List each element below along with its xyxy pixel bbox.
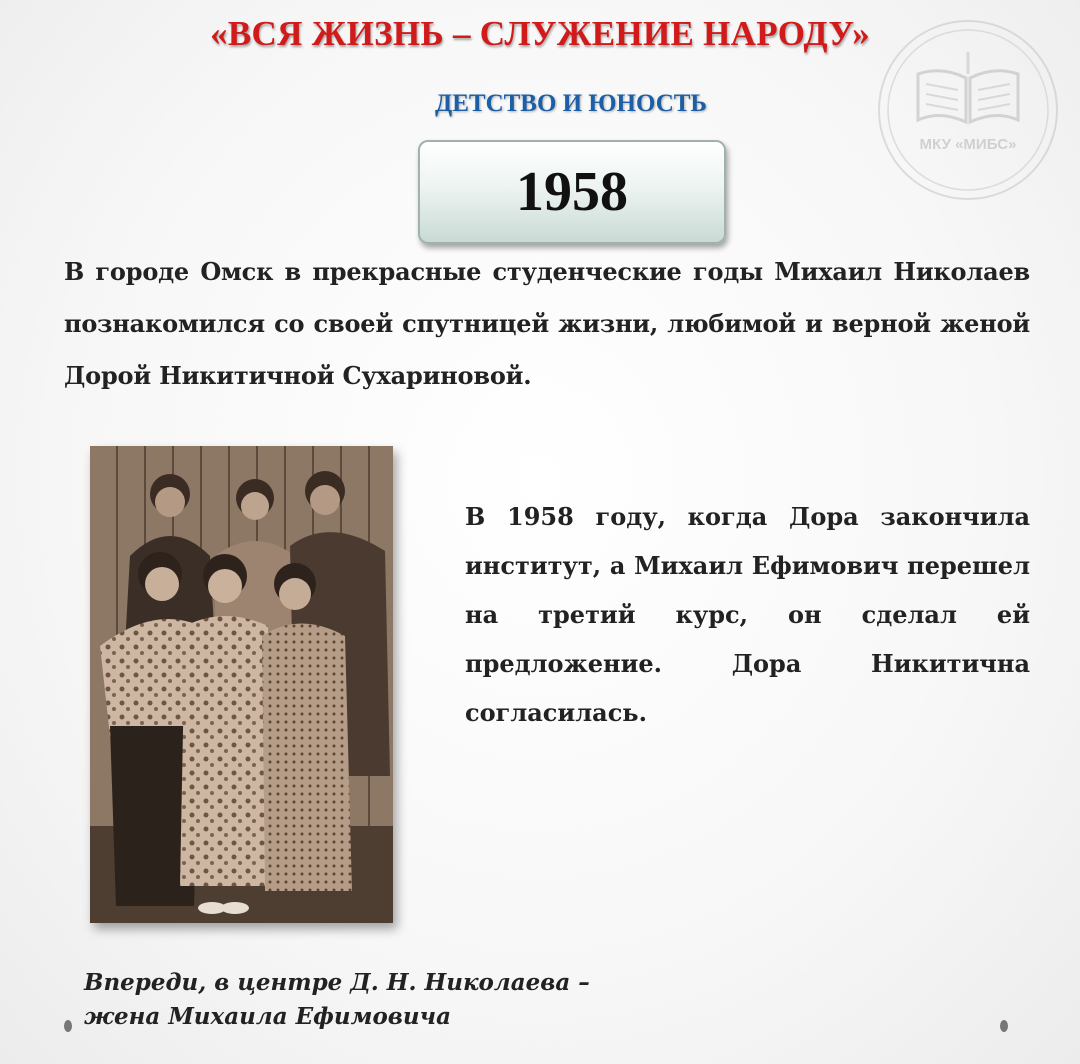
section-subtitle: ДЕТСТВО И ЮНОСТЬ bbox=[435, 90, 707, 117]
intro-paragraph: В городе Омск в прекрасные студенческие годы Михаил Николаев познакомился со своей спутницей жизни, любимой и верной женой Дорой Никитичной Сухариновой. bbox=[64, 257, 1030, 390]
story-paragraph: В 1958 году, когда Дора закончила институт, а Михаил Ефимович перешел на третий курс, он сделал ей предложение. Дора Никитична согласилась. bbox=[465, 502, 1030, 727]
caption-line-1: Впереди, в центре Д. Н. Николаева – bbox=[84, 969, 590, 996]
open-book-icon bbox=[880, 22, 1056, 198]
group-photo bbox=[90, 446, 393, 923]
caption-line-2: жена Михаила Ефимовича bbox=[84, 1003, 451, 1030]
slide-title: «ВСЯ ЖИЗНЬ – СЛУЖЕНИЕ НАРОДУ» bbox=[210, 14, 870, 53]
year-badge: 1958 bbox=[418, 140, 726, 244]
slide-marker-left bbox=[64, 1020, 72, 1032]
photo-caption bbox=[84, 966, 604, 1034]
stamp-text: МКУ «МИБС» bbox=[919, 136, 1017, 153]
library-stamp-logo bbox=[878, 20, 1058, 200]
slide-marker-right bbox=[1000, 1020, 1008, 1032]
